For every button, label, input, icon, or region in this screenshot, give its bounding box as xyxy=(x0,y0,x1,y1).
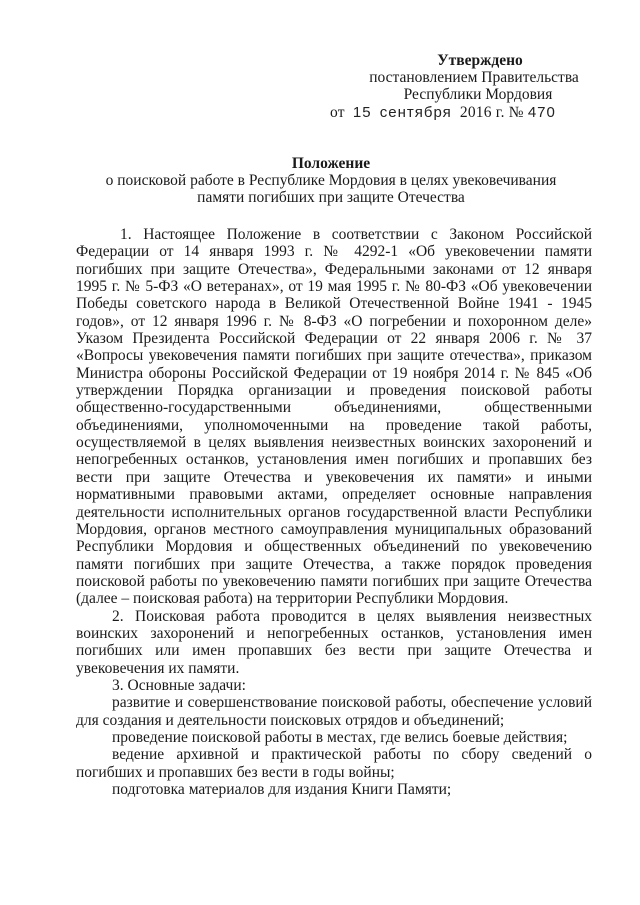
document-title: Положение xyxy=(291,155,371,172)
task-item-3: ведение архивной и практической работы по сбору сведений о погибших и пропавших без вести в годы войны; xyxy=(76,746,592,781)
task-item-2: проведение поисковой работы в местах, где велись боевые действия; xyxy=(112,728,568,746)
paragraph-3-heading: 3. Основные задачи: xyxy=(112,676,246,694)
approval-block xyxy=(330,52,590,121)
document-number: 470 xyxy=(527,104,556,121)
task-item-4: подготовка материалов для издания Книги Памяти; xyxy=(112,781,452,798)
date-day: 15 xyxy=(352,104,372,121)
document-subtitle-line-1: о поисковой работе в Республике Мордовия в целях увековечивания xyxy=(105,172,557,189)
title-block xyxy=(76,155,586,206)
date-year: 2016 г. xyxy=(459,104,505,121)
date-prefix: от xyxy=(330,104,345,121)
document-subtitle-line-2: памяти погибших при защите Отечества xyxy=(197,189,465,206)
task-item-1: развитие и совершенствование поисковой работы, обеспечение условий для создания и деятельности поисковых отрядов и объединений; xyxy=(76,694,592,729)
approval-line-2: Республики Мордовия xyxy=(403,86,553,103)
document-body xyxy=(76,226,592,798)
approval-date-line xyxy=(330,104,590,121)
paragraph-1: 1. Настоящее Положение в соответствии с Законом Российской Федерации от 14 января 1993 г. № 4292-1 «Об увековечении памяти погибших при защите Отечества», Федеральными законами от 12 января 1995 г. № 5-ФЗ «О ветеранах», от 19 мая 1995 г. № 80-ФЗ «Об увековечении Победы советского народа в Великой Отечественной Войне 1941 - 1945 годов», от 12 января 1996 г. № 8-ФЗ «О погребении и похоронном деле» Указом Президента Российской Федерации от 22 января 2006 г. № 37 «Вопросы увековечения памяти погибших при защите отечества», приказом Министра обороны Российской Федерации от 19 ноября 2014 г. № 845 «Об утверждении Порядка организации и проведения поисковой работы общественно-государственными объединениями, общественными объединениями, уполномоченными на проведение такой работы, осуществляемой в целях выявления неизвестных воинских захоронений и непогребенных останков, установления имен погибших и пропавших без вести при защите Отечества и увековечения их памяти» и иными нормативными правовыми актами, определяет основные направления деятельности исполнительных органов государственной власти Республики Мордовия, органов местного самоуправления муниципальных образований Республики Мордовия и общественных объединений по увековечению памяти погибших при защите Отечества, а также порядок проведения поисковой работы по увековечению памяти погибших при защите Отечества (далее – поисковая работа) на территории Республики Мордовия. xyxy=(76,226,592,608)
number-sign: № xyxy=(508,104,524,121)
approval-line-1: постановлением Правительства xyxy=(369,69,579,86)
approval-heading: Утверждено xyxy=(437,52,523,69)
date-month: сентября xyxy=(379,104,452,121)
paragraph-2: 2. Поисковая работа проводится в целях выявления неизвестных воинских захоронений и непогребенных останков, установления имен погибших или имен пропавших без вести при защите Отечества и увековечения их памяти. xyxy=(76,607,592,677)
